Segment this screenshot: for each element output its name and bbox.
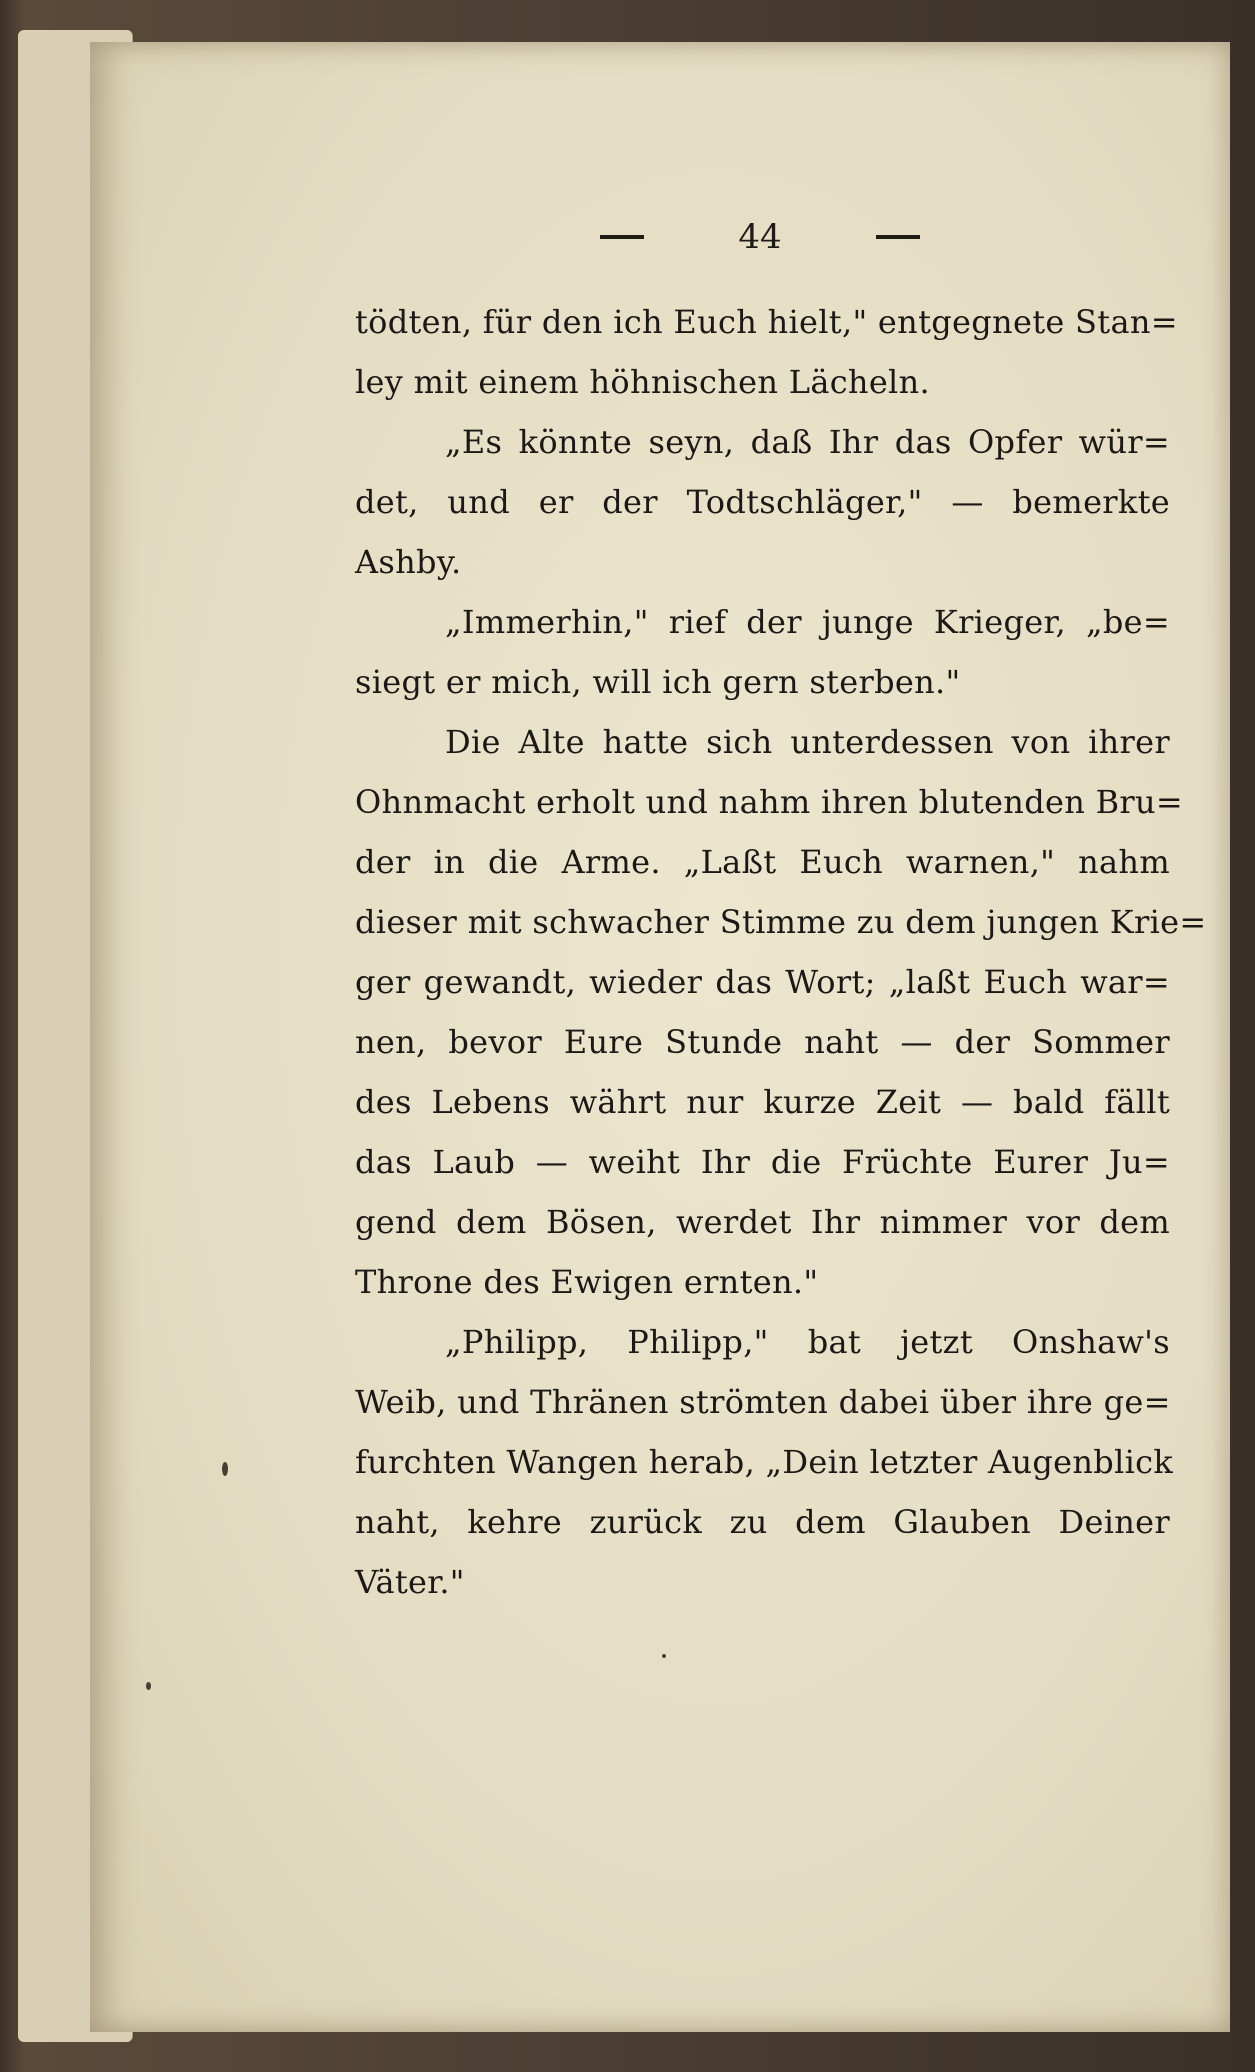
text-line: Weib, und Thränen strömten dabei über ihre ge= [355, 1383, 1171, 1421]
text-line: ger gewandt, wieder das Wort; „laßt Euch war= [355, 963, 1170, 1001]
text-line: ley mit einem höhnischen Lächeln. [355, 363, 930, 401]
text-line: Väter." [355, 1563, 465, 1601]
page-header [600, 212, 920, 262]
paper-blemish [146, 1682, 151, 1690]
text-line: „Es könnte seyn, daß Ihr das Opfer wür= [445, 423, 1170, 461]
header-dash-left [600, 235, 644, 239]
text-line: „Immerhin," rief der junge Krieger, „be= [445, 603, 1170, 641]
text-line: „Philipp, Philipp," bat jetzt Onshaw's [445, 1323, 1170, 1361]
paper-blemish [222, 1462, 228, 1476]
text-line: siegt er mich, will ich gern sterben." [355, 663, 961, 701]
page-number: 44 [738, 217, 782, 257]
text-line: Throne des Ewigen ernten." [355, 1263, 819, 1301]
text-line: dieser mit schwacher Stimme zu dem jungen Krie= [355, 903, 1207, 941]
text-line: det, und er der Todtschläger," — bemerkte [355, 483, 1170, 521]
paper-blemish [662, 1654, 666, 1658]
text-line: Ashby. [355, 543, 462, 581]
text-line: des Lebens währt nur kurze Zeit — bald fällt [355, 1083, 1170, 1121]
text-line: naht, kehre zurück zu dem Glauben Deiner [355, 1503, 1170, 1541]
header-dash-right [876, 235, 920, 239]
text-line: Die Alte hatte sich unterdessen von ihrer [445, 723, 1170, 761]
text-line: gend dem Bösen, werdet Ihr nimmer vor dem [355, 1203, 1170, 1241]
page-body [355, 292, 1207, 1612]
text-line: der in die Arme. „Laßt Euch warnen," nahm [355, 843, 1170, 881]
text-line: furchten Wangen herab, „Dein letzter Augenblick [355, 1443, 1174, 1481]
text-line: das Laub — weiht Ihr die Früchte Eurer Ju= [355, 1143, 1170, 1181]
text-line: tödten, für den ich Euch hielt," entgegnete Stan= [355, 303, 1178, 341]
text-line: nen, bevor Eure Stunde naht — der Sommer [355, 1023, 1170, 1061]
text-line: Ohnmacht erholt und nahm ihren blutenden Bru= [355, 783, 1184, 821]
